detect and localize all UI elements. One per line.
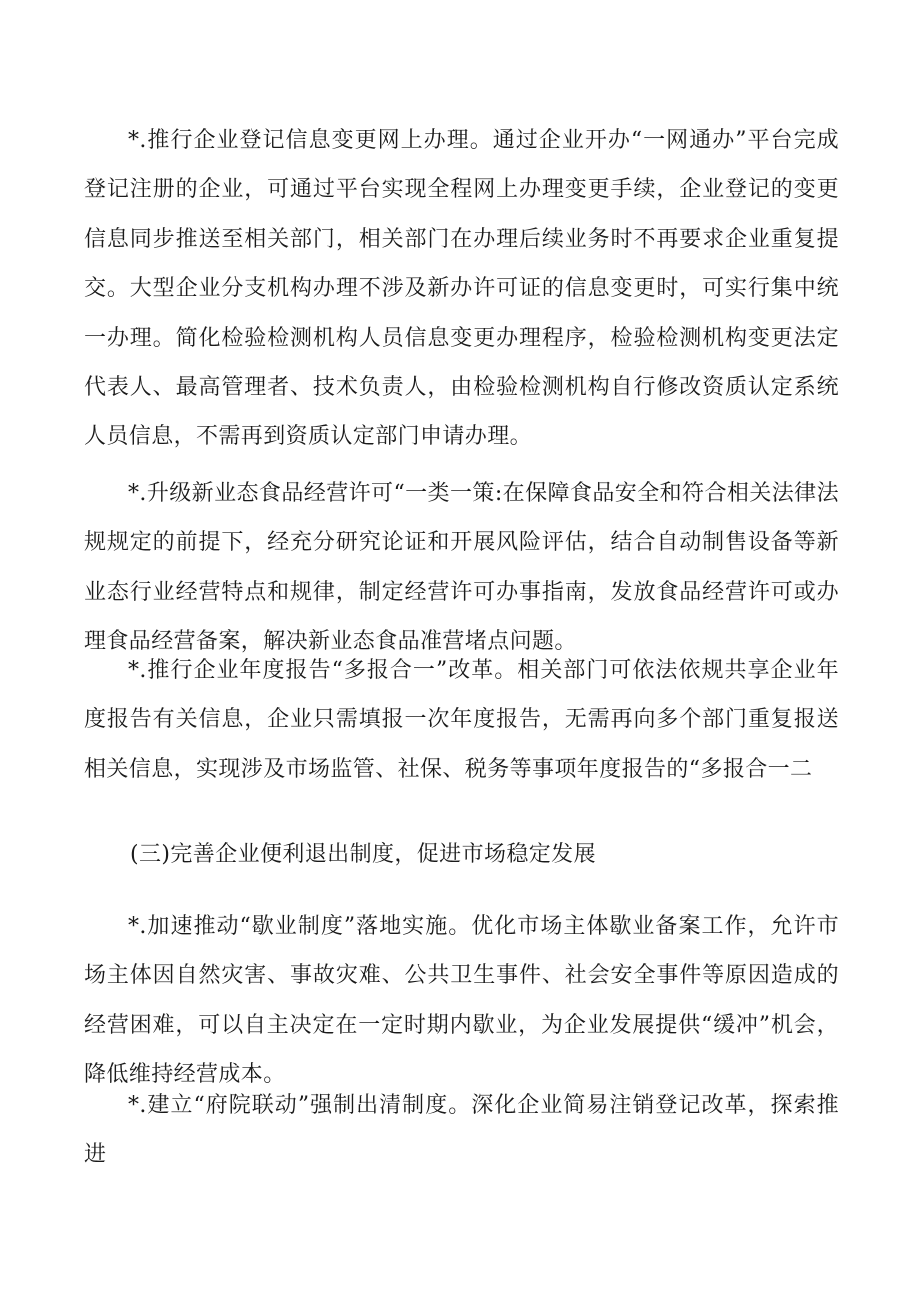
paragraph-court-linkage: *.建立“府院联动”强制出清制度。深化企业简易注销登记改革，探索推进 — [84, 1093, 839, 1168]
paragraph-annual-report-reform: *.推行企业年度报告“多报合一”改革。相关部门可依法依规共享企业年度报告有关信息，企业只需填报一次年度报告，无需再向多个部门重复报送相关信息，实现涉及市场监管、社保、税务等事项年度报告的“多报合一二 — [84, 658, 839, 782]
paragraph-food-license-upgrade: *.升级新业态食品经营许可“一类一策:在保障食品安全和符合相关法律法规规定的前提下，经充分研究论证和开展风险评估，结合自动制售设备等新业态行业经营特点和规律，制定经营许可办事指南，发放食品经营许可或办理食品经营备案，解决新业态食品准营堵点问题。 — [84, 481, 839, 655]
paragraph-online-registration-change: *.推行企业登记信息变更网上办理。通过企业开办“一网通办”平台完成登记注册的企业，可通过平台实现全程网上办理变更手续，企业登记的变更信息同步推送至相关部门，相关部门在办理后续业务时不再要求企业重复提交。大型企业分支机构办理不涉及新办许可证的信息变更时，可实行集中统一办理。简化检验检测机构人员信息变更办理程序，检验检测机构变更法定代表人、最高管理者、技术负责人，由检验检测机构自行修改资质认定系统人员信息，不需再到资质认定部门申请办理。 — [84, 128, 839, 450]
paragraph-suspension-system: *.加速推动“歇业制度”落地实施。优化市场主体歇业备案工作，允许市场主体因自然灾害、事故灾难、公共卫生事件、社会安全事件等原因造成的经营困难，可以自主决定在一定时期内歇业，为企业发展提供“缓冲”机会，降低维持经营成本。 — [84, 914, 839, 1088]
section-heading: (三)完善企业便利退出制度，促进市场稳定发展 — [130, 842, 596, 867]
